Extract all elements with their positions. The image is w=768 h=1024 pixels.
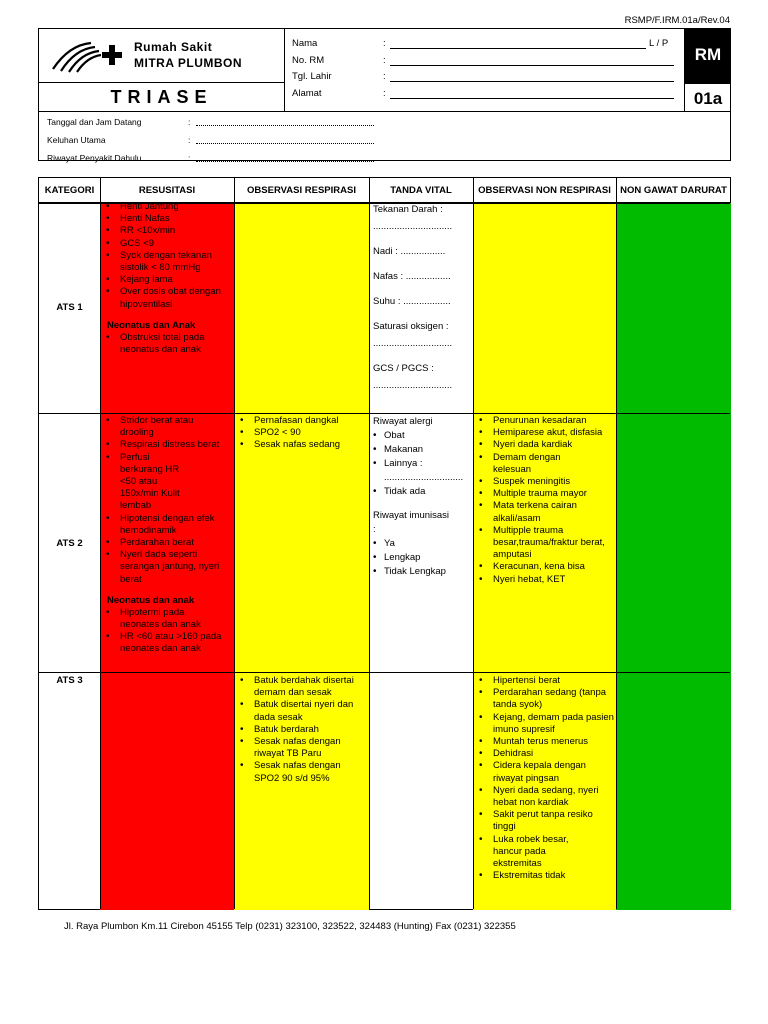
list-item: • Sesak nafas dengan riwayat TB Paru xyxy=(234,736,368,760)
field-label: Tanggal dan Jam Datang xyxy=(47,117,142,127)
field-label: Keluhan Utama xyxy=(47,135,106,145)
list-item: • Suspek meningitis xyxy=(473,476,615,488)
list-item: • Nyeri dada kardiak xyxy=(473,439,615,451)
list-item: • Over dosis obat dengan hipoventilasi xyxy=(100,286,232,310)
list-item: • Batuk berdarah xyxy=(234,724,368,736)
list-item: • Henti Jantung xyxy=(100,201,232,213)
list-item: • Cidera kepala dengan riwayat pingsan xyxy=(473,760,615,784)
immunization-option-lengkap[interactable]: • Lengkap xyxy=(373,551,472,565)
allergy-other-input[interactable]: .............................. xyxy=(384,472,464,483)
logo-cell xyxy=(39,29,285,83)
list-item: • Hipotensi dengan efek hemodinamik xyxy=(100,513,232,537)
allergy-option-makanan[interactable]: • Makanan xyxy=(373,443,472,457)
hospital-name-line1: Rumah Sakit xyxy=(134,40,213,54)
allergy-option-tidak-ada[interactable]: • Tidak ada xyxy=(373,485,472,499)
divider xyxy=(234,178,235,909)
list-item: • Mata terkena cairan alkali/asam xyxy=(473,500,615,524)
field-colon: : xyxy=(383,88,386,99)
immunization-history-label: Riwayat imunisasi xyxy=(373,510,450,521)
divider xyxy=(39,672,730,673)
category-ats3: ATS 3 xyxy=(56,675,83,686)
immunization-options xyxy=(373,537,472,579)
triage-table xyxy=(38,177,731,910)
allergy-option-obat[interactable]: • Obat xyxy=(373,429,472,443)
field-label: No. RM xyxy=(292,55,325,66)
immunization-option-tidak-lengkap[interactable]: • Tidak Lengkap xyxy=(373,565,472,579)
list-item: • Syok dengan tekanan sistolik < 80 mmHg xyxy=(100,250,232,274)
divider xyxy=(39,413,730,414)
list-item: • Kejang, demam pada pasien imuno supresif xyxy=(473,712,615,736)
criteria-list xyxy=(100,607,232,656)
divider xyxy=(616,178,617,909)
criteria-list xyxy=(100,332,232,356)
criteria-list xyxy=(234,415,368,452)
ats2-non-respirasi xyxy=(473,415,615,586)
gcs-input[interactable]: .............................. xyxy=(373,380,453,391)
category-ats2: ATS 2 xyxy=(56,538,83,549)
header-observasi-non-respirasi: OBSERVASI NON RESPIRASI xyxy=(473,178,616,203)
ats3-non-respirasi xyxy=(473,675,615,909)
patient-address-row xyxy=(292,88,682,102)
allergy-options xyxy=(373,429,472,471)
hospital-name-line2: MITRA PLUMBON xyxy=(134,56,243,70)
list-item: • Sesak nafas dengan SPO2 90 s/d 95% xyxy=(234,760,368,784)
field-label: Riwayat Penyakit Dahulu xyxy=(47,153,142,163)
subheading: Neonatus dan anak xyxy=(107,594,195,606)
list-item: • Nyeri dada sedang, nyeri hebat non kardiak xyxy=(473,785,615,809)
list-item: • Henti Nafas xyxy=(100,213,232,225)
header-tanda-vital: TANDA VITAL xyxy=(369,178,473,203)
rm-label: RM xyxy=(685,29,731,83)
list-item: • Hipertensi berat xyxy=(473,675,615,687)
subheading: Neonatus dan Anak xyxy=(107,319,196,331)
medical-history-row xyxy=(47,153,547,165)
list-item: • Respirasi distress berat xyxy=(100,439,232,451)
list-item: • Perfusi berkurang HR <50 atau 150x/min Kulit lembab xyxy=(100,452,232,513)
list-item: • Hipotermi pada neonates dan anak xyxy=(100,607,232,631)
patient-rm-row xyxy=(292,55,682,69)
temperature-field[interactable]: Suhu : .................. xyxy=(373,296,451,307)
immunization-option-ya[interactable]: • Ya xyxy=(373,537,472,551)
list-item: • Batuk berdahak disertai demam dan sesak xyxy=(234,675,368,699)
list-item: • Multipple trauma besar,trauma/fraktur berat, amputasi xyxy=(473,525,615,562)
header-resusitasi: RESUSITASI xyxy=(100,178,234,203)
gcs-label: GCS / PGCS : xyxy=(373,363,434,374)
list-item: • SPO2 < 90 xyxy=(234,427,368,439)
list-item: • Muntah terus menerus xyxy=(473,736,615,748)
list-item: • Demam dengan kelesuan xyxy=(473,452,615,476)
address-input-line[interactable] xyxy=(390,98,674,99)
list-item: • Multiple trauma mayor xyxy=(473,488,615,500)
list-item: • RR <10x/min xyxy=(100,225,232,237)
patient-dob-row xyxy=(292,71,682,85)
rm-code-cell xyxy=(685,29,731,112)
list-item: • GCS <9 xyxy=(100,238,232,250)
medical-history-input[interactable] xyxy=(196,155,374,162)
arrival-date-row xyxy=(47,117,547,129)
header-observasi-respirasi: OBSERVASI RESPIRASI xyxy=(234,178,369,203)
field-label: Alamat xyxy=(292,88,322,99)
criteria-list xyxy=(100,201,232,311)
field-colon: : xyxy=(383,55,386,66)
header-kategori: KATEGORI xyxy=(39,178,100,203)
field-colon: : xyxy=(383,38,386,49)
allergy-history-label: Riwayat alergi xyxy=(373,416,433,427)
ats1-resusitasi xyxy=(100,201,232,356)
form-title: TRIASE xyxy=(39,83,285,112)
list-item: • Sakit perut tanpa resiko tinggi xyxy=(473,809,615,833)
list-item: • Pernafasan dangkal xyxy=(234,415,368,427)
rm-input-line[interactable] xyxy=(390,65,674,66)
list-item: • Sesak nafas sedang xyxy=(234,439,368,451)
footer-address: Jl. Raya Plumbon Km.11 Cirebon 45155 Telp (0231) 323100, 323522, 324483 (Hunting) Fax (0231) 322355 xyxy=(64,921,516,932)
list-item: • Keracunan, kena bisa xyxy=(473,561,615,573)
patient-name-row xyxy=(292,38,682,52)
list-item: • Stridor berat atau drooling xyxy=(100,415,232,439)
field-colon: : xyxy=(383,71,386,82)
list-item: • Hemiparese akut, disfasia xyxy=(473,427,615,439)
field-colon: : xyxy=(188,153,191,163)
pulse-field[interactable]: Nadi : ................. xyxy=(373,246,446,257)
non-gawat-column-fill xyxy=(616,203,731,910)
arrival-date-input[interactable] xyxy=(196,119,374,126)
criteria-list xyxy=(473,675,615,882)
chief-complaint-input[interactable] xyxy=(196,137,374,144)
list-item: • HR <60 atau >160 pada neonates dan anak xyxy=(100,631,232,655)
list-item: • Kejang lama xyxy=(100,274,232,286)
field-label: Tgl. Lahir xyxy=(292,71,332,82)
allergy-none-option xyxy=(373,485,472,499)
chief-complaint-row xyxy=(47,135,547,147)
list-item: • Nyeri hebat, KET xyxy=(473,574,615,586)
hospital-logo-icon xyxy=(51,39,131,73)
field-colon: : xyxy=(188,117,191,127)
criteria-list xyxy=(234,675,368,785)
list-item: • Dehidrasi xyxy=(473,748,615,760)
blood-pressure-input[interactable]: .............................. xyxy=(373,221,453,232)
respirasi-ats1-fill xyxy=(234,203,369,413)
header-box xyxy=(38,28,731,161)
field-colon: : xyxy=(188,135,191,145)
oxygen-saturation-input[interactable]: .............................. xyxy=(373,338,453,349)
divider xyxy=(369,178,370,909)
ats2-resusitasi xyxy=(100,415,232,656)
criteria-list xyxy=(100,415,232,586)
list-item: • Obstruksi total pada neonatus dan anak xyxy=(100,332,232,356)
blood-pressure-label: Tekanan Darah : xyxy=(373,204,443,215)
list-item: • Perdarahan berat xyxy=(100,537,232,549)
oxygen-saturation-label: Saturasi oksigen : xyxy=(373,321,449,332)
document-code: RSMP/F.IRM.01a/Rev.04 xyxy=(624,15,730,26)
allergy-option-lainnya[interactable]: • Lainnya : xyxy=(373,457,472,471)
field-label: Nama xyxy=(292,38,318,49)
dob-input-line[interactable] xyxy=(390,81,674,82)
ats2-respirasi xyxy=(234,415,368,452)
immunization-colon: : xyxy=(373,524,376,535)
criteria-list xyxy=(473,415,615,586)
rm-number: 01a xyxy=(685,83,731,112)
list-item: • Penurunan kesadaran xyxy=(473,415,615,427)
list-item: • Ekstremitas tidak xyxy=(473,870,615,882)
ats2-tanda-vital xyxy=(373,415,472,579)
list-item: • Batuk disertai nyeri dan dada sesak xyxy=(234,699,368,723)
ats1-tanda-vital xyxy=(373,204,471,392)
list-item: • Luka robek besar, hancur pada ekstremitas xyxy=(473,834,615,871)
ats3-respirasi xyxy=(234,675,368,785)
respiration-field[interactable]: Nafas : ................. xyxy=(373,271,451,282)
name-input-line[interactable] xyxy=(390,48,646,49)
gender-option[interactable]: L / P xyxy=(649,38,669,49)
category-ats1: ATS 1 xyxy=(56,302,83,313)
patient-info xyxy=(285,29,685,112)
list-item: • Nyeri dada seperti serangan jantung, nyeri berat xyxy=(100,549,232,586)
header-non-gawat-darurat: NON GAWAT DARURAT xyxy=(616,178,731,203)
list-item: • Perdarahan sedang (tanpa tanda syok) xyxy=(473,687,615,711)
